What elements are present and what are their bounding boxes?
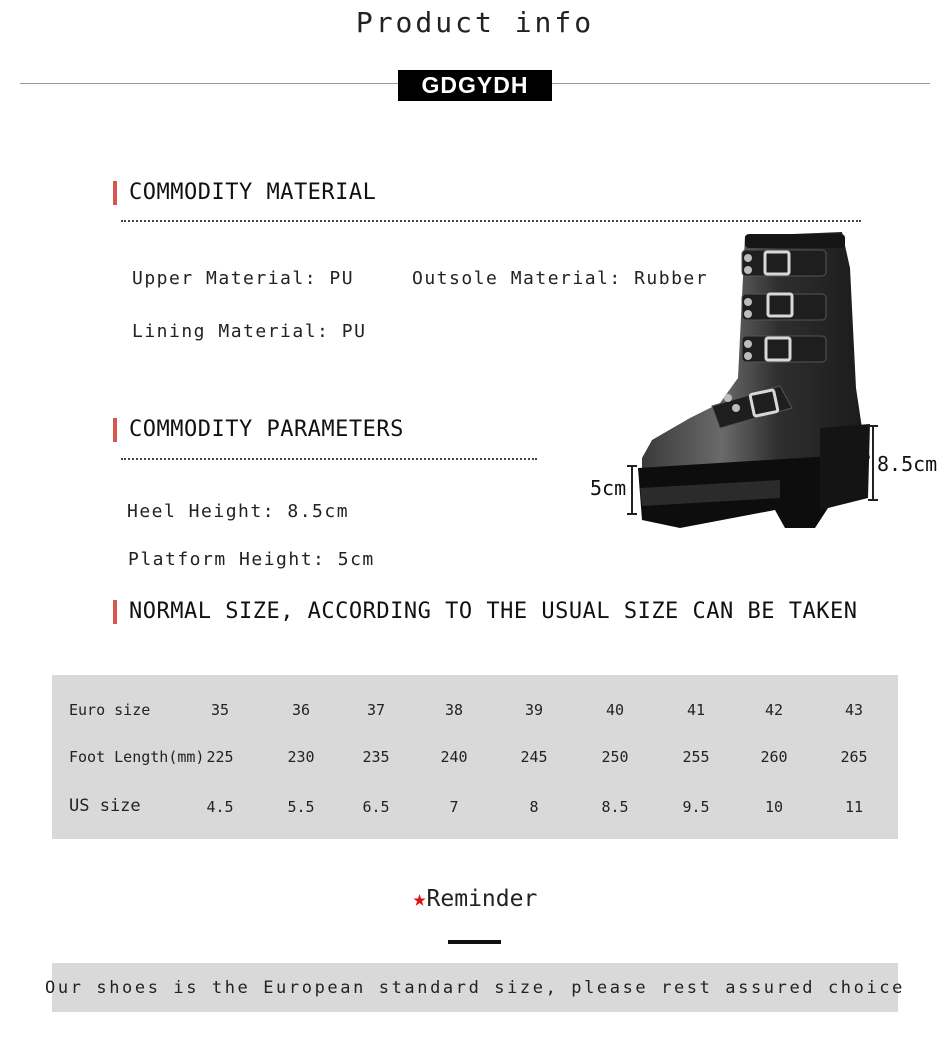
outsole-material: Outsole Material: Rubber [412,268,709,289]
table-cell: 8 [529,798,539,816]
material-divider [121,220,861,222]
table-cell: 43 [844,701,864,719]
table-cell: 9.5 [682,798,710,816]
platform-height: Platform Height: 5cm [128,549,375,570]
reminder-text: Our shoes is the European standard size, please rest assured choice [45,977,905,998]
accent-bar [113,181,117,205]
table-cell: 260 [760,748,788,766]
table-cell: 250 [601,748,629,766]
table-cell: 235 [362,748,390,766]
table-cell: 35 [210,701,230,719]
boot-image [580,228,950,548]
table-cell: 6.5 [362,798,390,816]
table-cell: 11 [844,798,864,816]
table-cell: 225 [206,748,234,766]
table-cell: 42 [764,701,784,719]
table-cell: 5.5 [287,798,315,816]
parameters-heading-text: COMMODITY PARAMETERS [129,417,404,442]
table-cell: 245 [520,748,548,766]
table-cell: 7 [449,798,459,816]
lining-material: Lining Material: PU [132,321,367,342]
brand-badge: GDGYDH [398,70,552,101]
accent-bar [113,600,117,624]
euro-size-label: Euro size [69,701,151,719]
table-cell: 230 [287,748,315,766]
reminder-heading [0,886,950,912]
table-cell: 37 [366,701,386,719]
size-table [52,675,898,839]
table-cell: 41 [686,701,706,719]
material-heading [113,180,376,205]
table-cell: 4.5 [206,798,234,816]
table-cell: 36 [291,701,311,719]
material-heading-text: COMMODITY MATERIAL [129,180,377,205]
upper-material: Upper Material: PU [132,268,355,289]
platform-dimension-label: 5cm [590,476,627,500]
table-cell: 39 [524,701,544,719]
heel-height: Heel Height: 8.5cm [127,501,350,522]
parameters-divider [121,458,537,460]
page-title: Product info [355,6,595,39]
table-cell: 255 [682,748,710,766]
size-note-text: NORMAL SIZE, ACCORDING TO THE USUAL SIZE CAN BE TAKEN [129,599,858,624]
size-note [113,599,858,624]
table-cell: 265 [840,748,868,766]
us-size-label: US size [69,796,141,816]
parameters-heading [113,417,404,442]
foot-length-label: Foot Length(mm) [69,748,205,766]
accent-bar [113,418,117,442]
table-cell: 8.5 [601,798,629,816]
reminder-notice [45,963,905,1012]
reminder-label: Reminder [426,886,538,912]
table-cell: 38 [444,701,464,719]
table-cell: 240 [440,748,468,766]
star-icon: ★ [412,886,427,912]
heel-dimension-label: 8.5cm [877,452,938,476]
table-cell: 40 [605,701,625,719]
reminder-underline [448,940,501,944]
table-cell: 10 [764,798,784,816]
